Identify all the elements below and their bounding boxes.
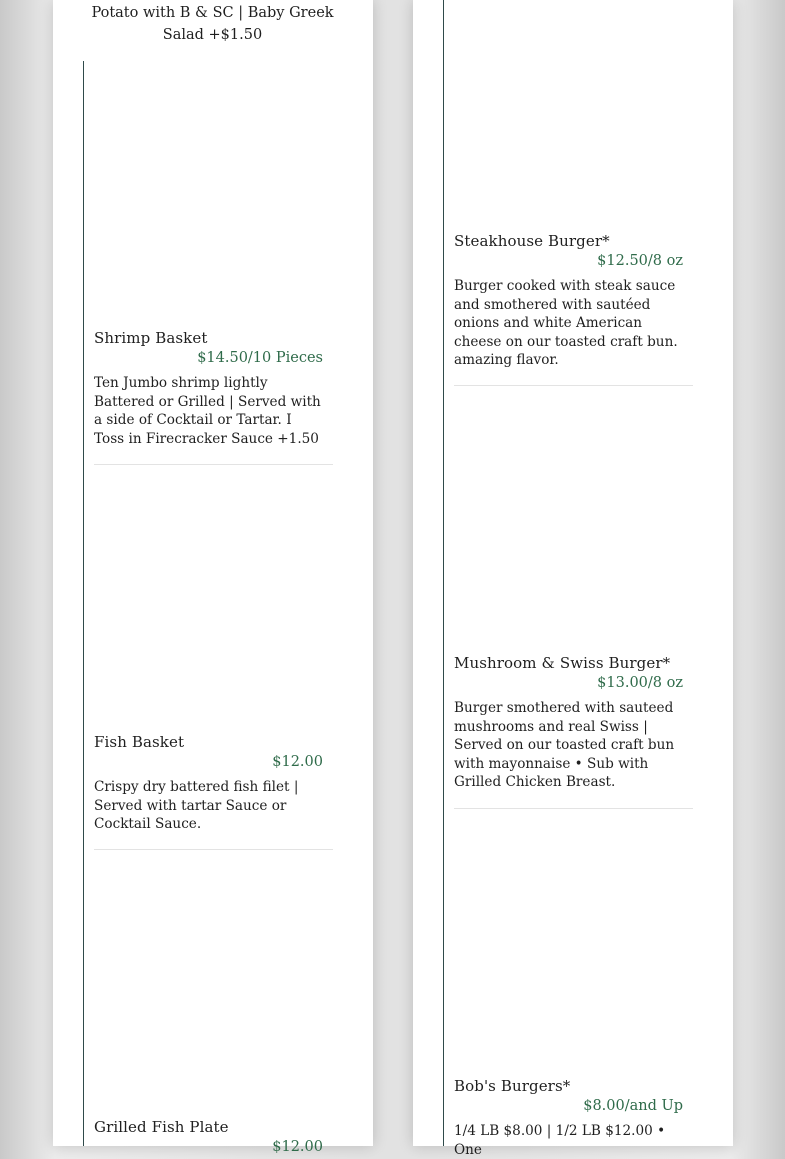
menu-item-bobs-burgers[interactable] xyxy=(454,1076,683,1159)
item-description: Ten Jumbo shrimp lightly Battered or Grilled | Served with a side of Cocktail or Tartar. I Toss in Firecracker Sauce +1.50 xyxy=(94,375,321,447)
item-description: Burger smothered with sauteed mushrooms and real Swiss | Served on our toasted craft bun with mayonnaise • Sub with Grilled Chicken Breast. xyxy=(454,700,675,791)
menu-item-shrimp-basket[interactable] xyxy=(94,328,323,448)
item-price: $8.00/and Up xyxy=(583,1098,683,1114)
menu-item-steakhouse-burger[interactable] xyxy=(454,231,683,370)
item-name: Fish Basket xyxy=(94,733,185,751)
menu-item-grilled-fish-plate[interactable] xyxy=(94,1117,323,1157)
menu-item-mushroom-swiss-burger[interactable] xyxy=(454,653,683,792)
item-name: Steakhouse Burger* xyxy=(454,232,610,250)
item-divider xyxy=(454,808,693,809)
item-name: Bob's Burgers* xyxy=(454,1077,571,1095)
menu-item-fish-basket[interactable] xyxy=(94,732,323,834)
left-column-rule xyxy=(83,61,84,1146)
item-divider xyxy=(94,464,333,465)
menu-column-left xyxy=(53,0,373,1155)
item-name: Grilled Fish Plate xyxy=(94,1118,229,1136)
item-price: $14.50/10 Pieces xyxy=(197,350,323,366)
item-divider xyxy=(454,385,693,386)
right-column-rule xyxy=(443,0,444,1146)
item-description: 1/4 LB $8.00 | 1/2 LB $12.00 • One xyxy=(454,1123,666,1158)
item-price: $12.50/8 oz xyxy=(597,253,683,269)
item-name: Mushroom & Swiss Burger* xyxy=(454,654,671,672)
item-name: Shrimp Basket xyxy=(94,329,208,347)
previous-item-description-tail: Potato with B & SC | Baby Greek Salad +$1.50 xyxy=(91,5,334,43)
item-price: $12.00 xyxy=(272,754,323,770)
item-description: Burger cooked with steak sauce and smothered with sautéed onions and white American cheese on our toasted craft bun. amazing flavor. xyxy=(454,278,678,369)
item-price: $13.00/8 oz xyxy=(597,675,683,691)
item-divider xyxy=(94,849,333,850)
item-description: Crispy dry battered fish filet | Served with tartar Sauce or Cocktail Sauce. xyxy=(94,779,299,833)
item-price: $12.00 xyxy=(272,1139,323,1155)
menu-column-right xyxy=(413,0,733,1158)
